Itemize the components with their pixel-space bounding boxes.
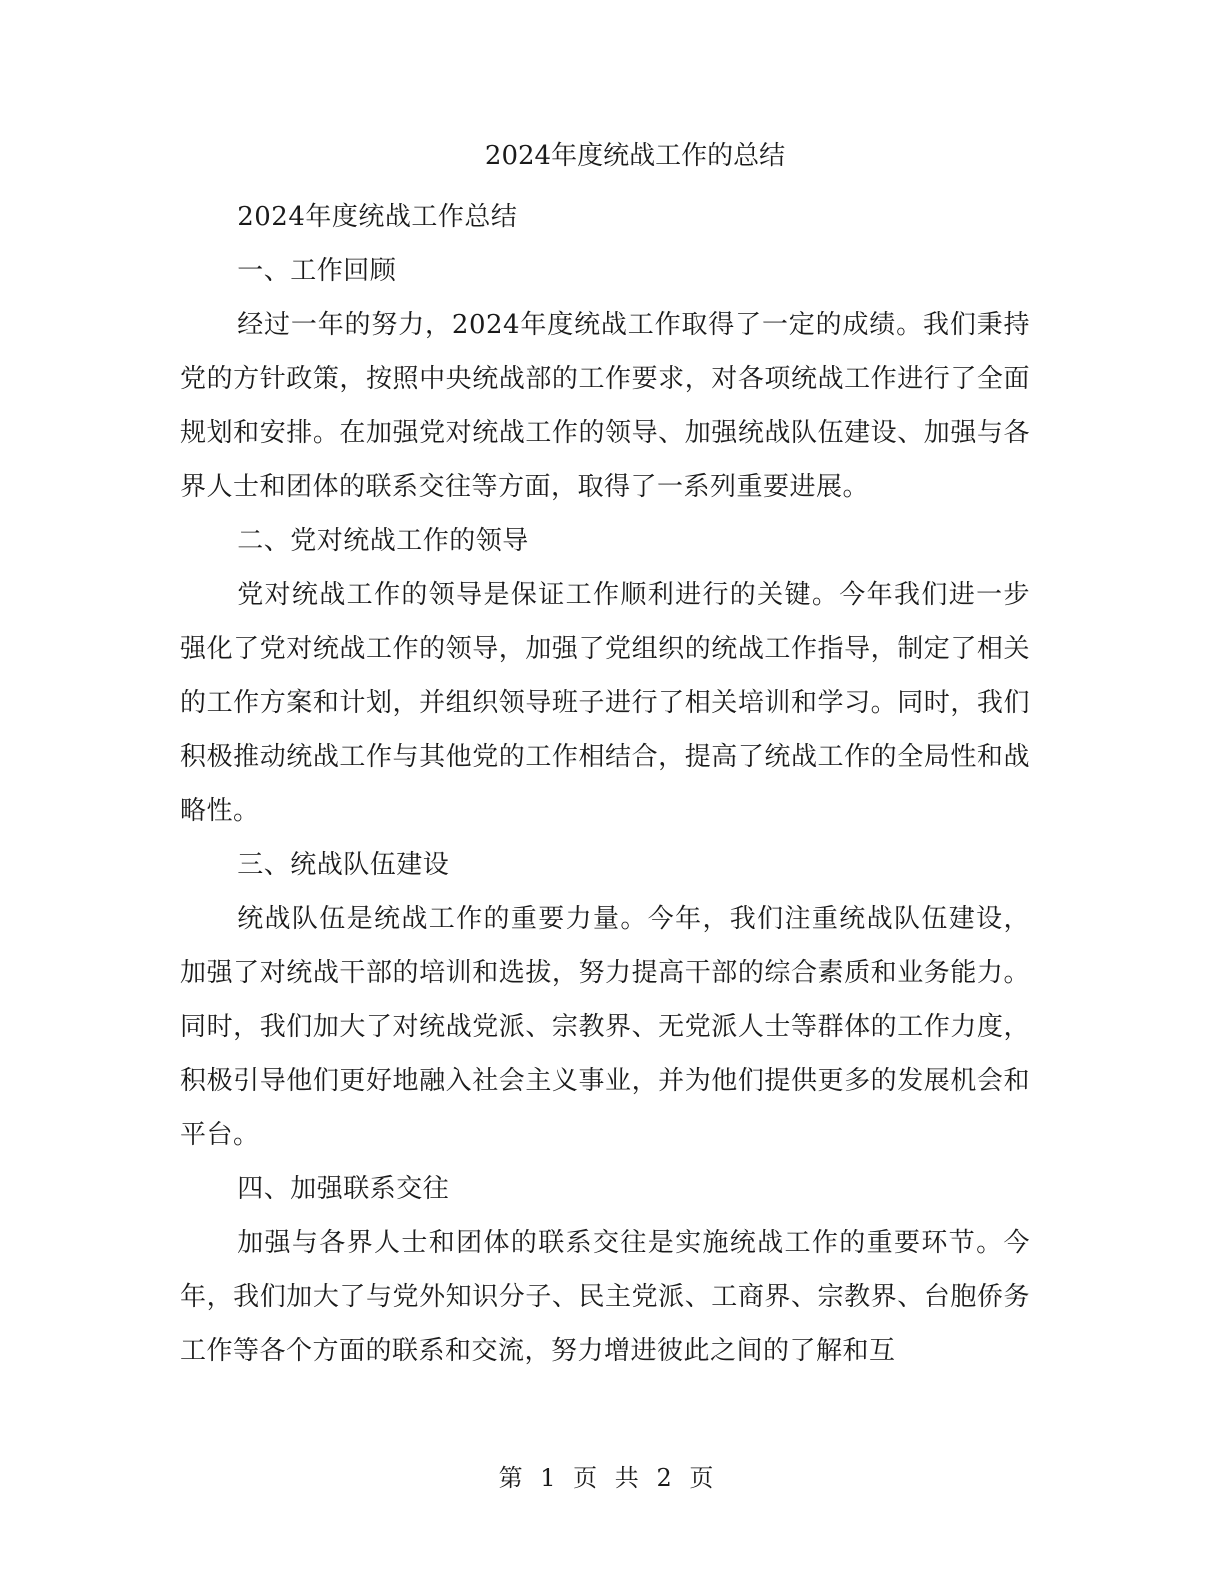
document-subtitle: 2024年度统战工作总结 xyxy=(237,202,518,232)
section-paragraph-liaison: 加强与各界人士和团体的联系交往是实施统战工作的重要环节。今年，我们加大了与党外知识分子、民主党派、工商界、宗教界、台胞侨务工作等各个方面的联系和交流，努力增进彼此之间的了解和互 xyxy=(180,1228,1030,1366)
section-heading-team-building: 三、统战队伍建设 xyxy=(237,850,450,880)
document-body xyxy=(180,190,1030,1378)
page-footer: 第 1 页 共 2 页 xyxy=(498,1464,714,1492)
section-paragraph-leadership: 党对统战工作的领导是保证工作顺利进行的关键。今年我们进一步强化了党对统战工作的领导，加强了党组织的统战工作指导，制定了相关的工作方案和计划，并组织领导班子进行了相关培训和学习。同时，我们积极推动统战工作与其他党的工作相结合，提高了统战工作的全局性和战略性。 xyxy=(180,580,1030,826)
section-paragraph-review: 经过一年的努力，2024年度统战工作取得了一定的成绩。我们秉持党的方针政策，按照中央统战部的工作要求，对各项统战工作进行了全面规划和安排。在加强党对统战工作的领导、加强统战队伍建设、加强与各界人士和团体的联系交往等方面，取得了一系列重要进展。 xyxy=(180,310,1030,502)
document-title: 2024年度统战工作的总结 xyxy=(484,141,786,171)
section-paragraph-team-building: 统战队伍是统战工作的重要力量。今年，我们注重统战队伍建设，加强了对统战干部的培训和选拔，努力提高干部的综合素质和业务能力。同时，我们加大了对统战党派、宗教界、无党派人士等群体的工作力度，积极引导他们更好地融入社会主义事业，并为他们提供更多的发展机会和平台。 xyxy=(180,904,1030,1150)
section-heading-leadership: 二、党对统战工作的领导 xyxy=(237,526,529,556)
section-heading-liaison: 四、加强联系交往 xyxy=(237,1174,450,1204)
section-heading-review: 一、工作回顾 xyxy=(237,256,397,286)
